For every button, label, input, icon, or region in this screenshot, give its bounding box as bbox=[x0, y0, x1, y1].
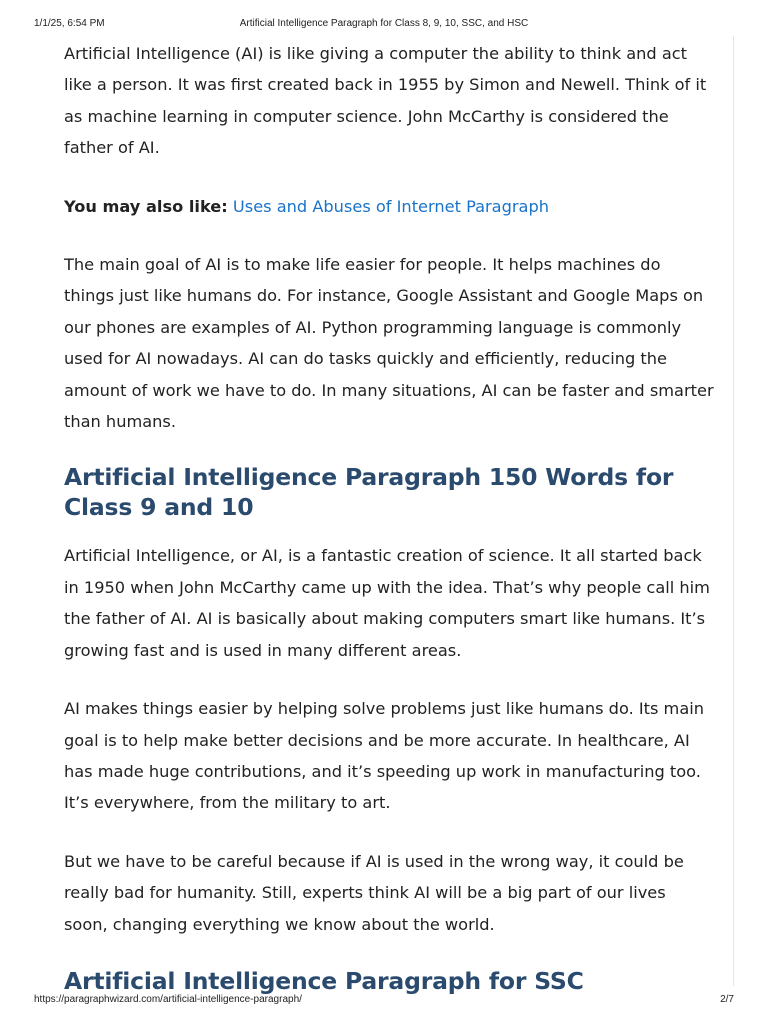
caution-paragraph: But we have to be careful because if AI is used in the wrong way, it could be really bad for humanity. Still, experts think AI will be a big part of our lives soon, changing everything we know about the world. bbox=[64, 851, 684, 934]
print-header bbox=[34, 18, 734, 32]
print-footer bbox=[34, 994, 734, 1008]
main-goal-paragraph: The main goal of AI is to make life easier for people. It helps machines do things just like humans do. For instance, Google Assistant and Google Maps on our phones are examples of AI. Python programming language is commonly used for AI nowadays. AI can do tasks quickly and efficiently, reducing the amount of work we have to do. In many situations, AI can be faster and smarter than humans. bbox=[64, 255, 714, 432]
also-like-line bbox=[64, 191, 714, 222]
history-paragraph: Artificial Intelligence, or AI, is a fantastic creation of science. It all started back in 1950 when John McCarthy came up with the idea. That’s why people call him the father of AI. AI is basically about making computers smart like humans. It’s growing fast and is used in many different areas. bbox=[64, 546, 710, 660]
uses-paragraph: AI makes things easier by helping solve problems just like humans do. Its main goal is to help make better decisions and be more accurate. In healthcare, AI has made huge contributions, and it’s speeding up work in manufacturing too. It’s everywhere, from the military to art. bbox=[64, 699, 705, 813]
also-like-label: You may also like: bbox=[64, 196, 228, 216]
print-page-number: 2/7 bbox=[720, 994, 734, 1005]
article-body bbox=[64, 38, 714, 996]
page-edge-rule bbox=[733, 36, 734, 986]
related-article-link[interactable]: Uses and Abuses of Internet Paragraph bbox=[232, 196, 549, 216]
print-url: https://paragraphwizard.com/artificial-intelligence-paragraph/ bbox=[34, 994, 302, 1005]
section-heading-ssc: Artificial Intelligence Paragraph for SSC bbox=[64, 966, 584, 995]
section-heading-150-words: Artificial Intelligence Paragraph 150 Words for Class 9 and 10 bbox=[64, 463, 674, 522]
print-page-title: Artificial Intelligence Paragraph for Class 8, 9, 10, SSC, and HSC bbox=[239, 18, 529, 29]
print-datetime: 1/1/25, 6:54 PM bbox=[34, 18, 105, 29]
intro-paragraph: Artificial Intelligence (AI) is like giving a computer the ability to think and act like a person. It was first created back in 1955 by Simon and Newell. Think of it as machine learning in computer science. John McCarthy is considered the father of AI. bbox=[64, 44, 707, 158]
